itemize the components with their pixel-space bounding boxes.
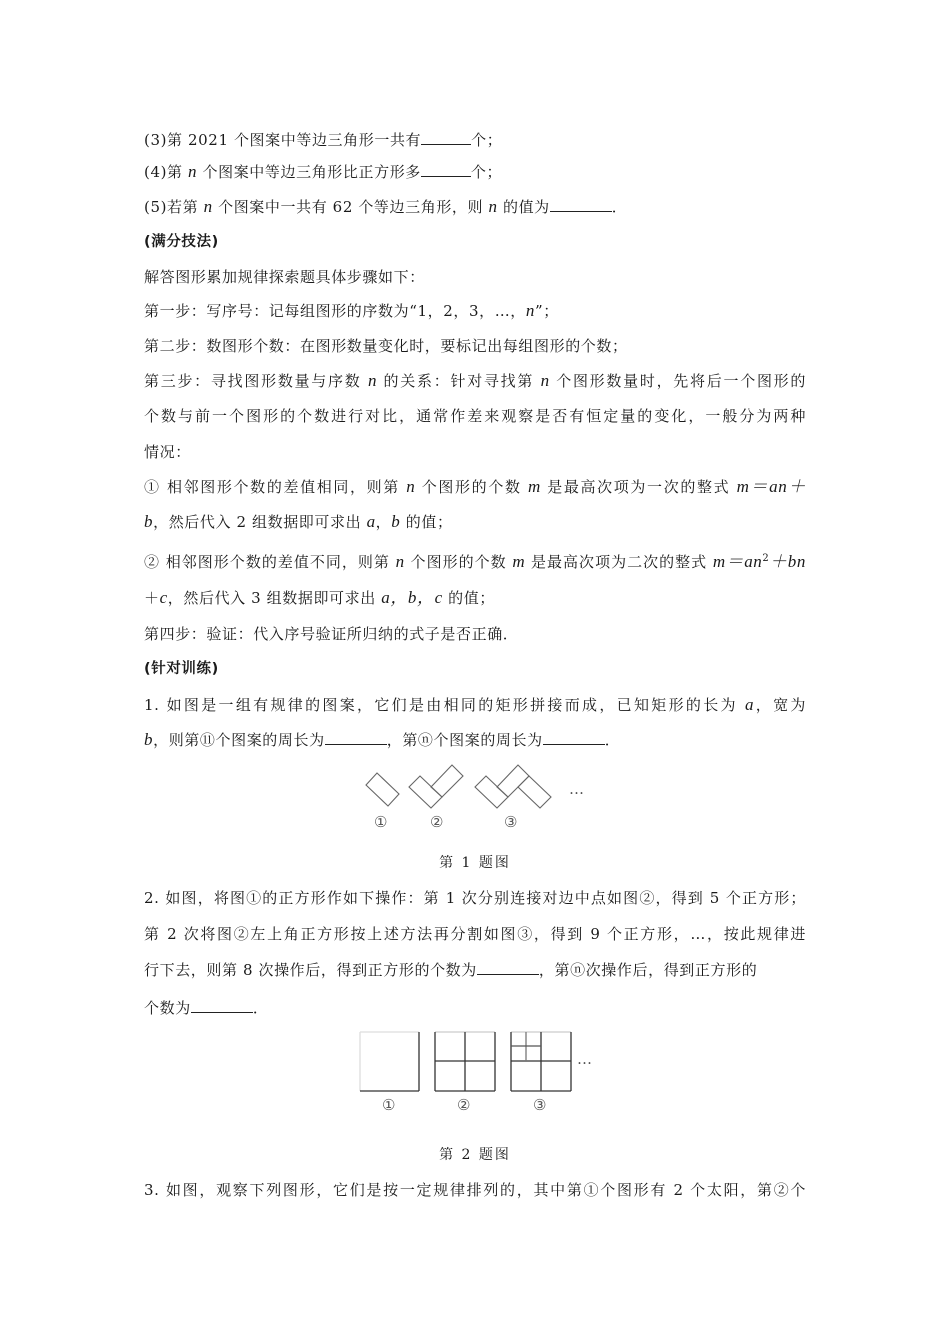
case-1-line-1: ① 相邻图形个数的差值相同，则第 n 个图形的个数 m 是最高次项为一次的整式 m＝an＋ bbox=[144, 477, 806, 496]
tips-intro: 解答图形累加规律探索题具体步骤如下： bbox=[144, 268, 425, 286]
answer-blank bbox=[421, 130, 471, 145]
step-3-line-1: 第三步：寻找图形数量与序数 n 的关系：针对寻找第 n 个图形数量时，先将后一个图形的 bbox=[144, 371, 806, 390]
answer-blank bbox=[477, 960, 539, 975]
problem-2-line-3: 行下去，则第 8 次操作后，得到正方形的个数为 ，第ⓝ次操作后，得到正方形的 bbox=[144, 961, 758, 979]
step-1: 第一步：写序号：记每组图形的序数为“1，2，3，…，n”； bbox=[144, 301, 559, 320]
answer-blank bbox=[191, 998, 253, 1013]
step-3-line-2: 个数与前一个图形的个数进行对比，通常作差来观察是否有恒定量的变化，一般分为两种 bbox=[144, 407, 806, 425]
answer-blank bbox=[543, 730, 605, 745]
answer-blank bbox=[325, 730, 387, 745]
figure-2-label-1: ① bbox=[382, 1096, 396, 1114]
problem-1-line-1: 1. 如图是一组有规律的图案，它们是由相同的矩形拼接而成，已知矩形的长为 a，宽为 bbox=[144, 695, 806, 714]
figure-2-caption: 第 2 题图 bbox=[439, 1147, 511, 1163]
problem-3-line-1: 3. 如图，观察下列图形，它们是按一定规律排列的，其中第①个图形有 2 个太阳，第②个 bbox=[144, 1181, 806, 1199]
problem-2-line-1: 2. 如图，将图①的正方形作如下操作：第 1 次分别连接对边中点如图②，得到 5 个正方形； bbox=[144, 889, 806, 907]
question-5: (5)若第 n 个图案中一共有 62 个等边三角形，则 n 的值为 ． bbox=[144, 197, 628, 216]
problem-1-line-2: b，则第⑪个图案的周长为 ，第ⓝ个图案的周长为 ． bbox=[144, 730, 621, 749]
figure-2-ellipsis: … bbox=[577, 1050, 593, 1068]
figure-2-label-2: ② bbox=[457, 1096, 471, 1114]
problem-2-line-4: 个数为 ． bbox=[144, 999, 269, 1017]
step-2: 第二步：数图形个数：在图形数量变化时，要标记出每组图形的个数； bbox=[144, 337, 628, 355]
figure-1-caption: 第 1 题图 bbox=[439, 855, 511, 871]
step-4: 第四步：验证：代入序号验证所归纳的式子是否正确． bbox=[144, 625, 519, 643]
answer-blank bbox=[550, 197, 612, 212]
figure-1-label-2: ② bbox=[430, 813, 444, 831]
training-heading: (针对训练) bbox=[144, 661, 219, 677]
tips-heading: (满分技法) bbox=[144, 234, 219, 250]
figure-2-label-3: ③ bbox=[533, 1096, 547, 1114]
figure-1-ellipsis: … bbox=[569, 780, 585, 798]
figure-1-label-3: ③ bbox=[504, 813, 518, 831]
figure-1-label-1: ① bbox=[374, 813, 388, 831]
question-4: (4)第 n 个图案中等边三角形比正方形多 个； bbox=[144, 162, 503, 181]
case-2-line-2: ＋c，然后代入 3 组数据即可求出 a，b，c 的值； bbox=[144, 588, 495, 607]
answer-blank bbox=[421, 162, 471, 177]
step-3-line-3: 情况： bbox=[144, 443, 191, 461]
problem-2-line-2: 第 2 次将图②左上角正方形按上述方法再分割如图③，得到 9 个正方形，…，按此规律进 bbox=[144, 925, 806, 943]
case-2-line-1: ② 相邻图形个数的差值不同，则第 n 个图形的个数 m 是最高次项为二次的整式 $m=an^2+bn$ bbox=[144, 552, 806, 571]
case-1-line-2: b，然后代入 2 组数据即可求出 a，b 的值； bbox=[144, 512, 453, 531]
question-3: (3)第 2021 个图案中等边三角形一共有 个； bbox=[144, 131, 503, 149]
